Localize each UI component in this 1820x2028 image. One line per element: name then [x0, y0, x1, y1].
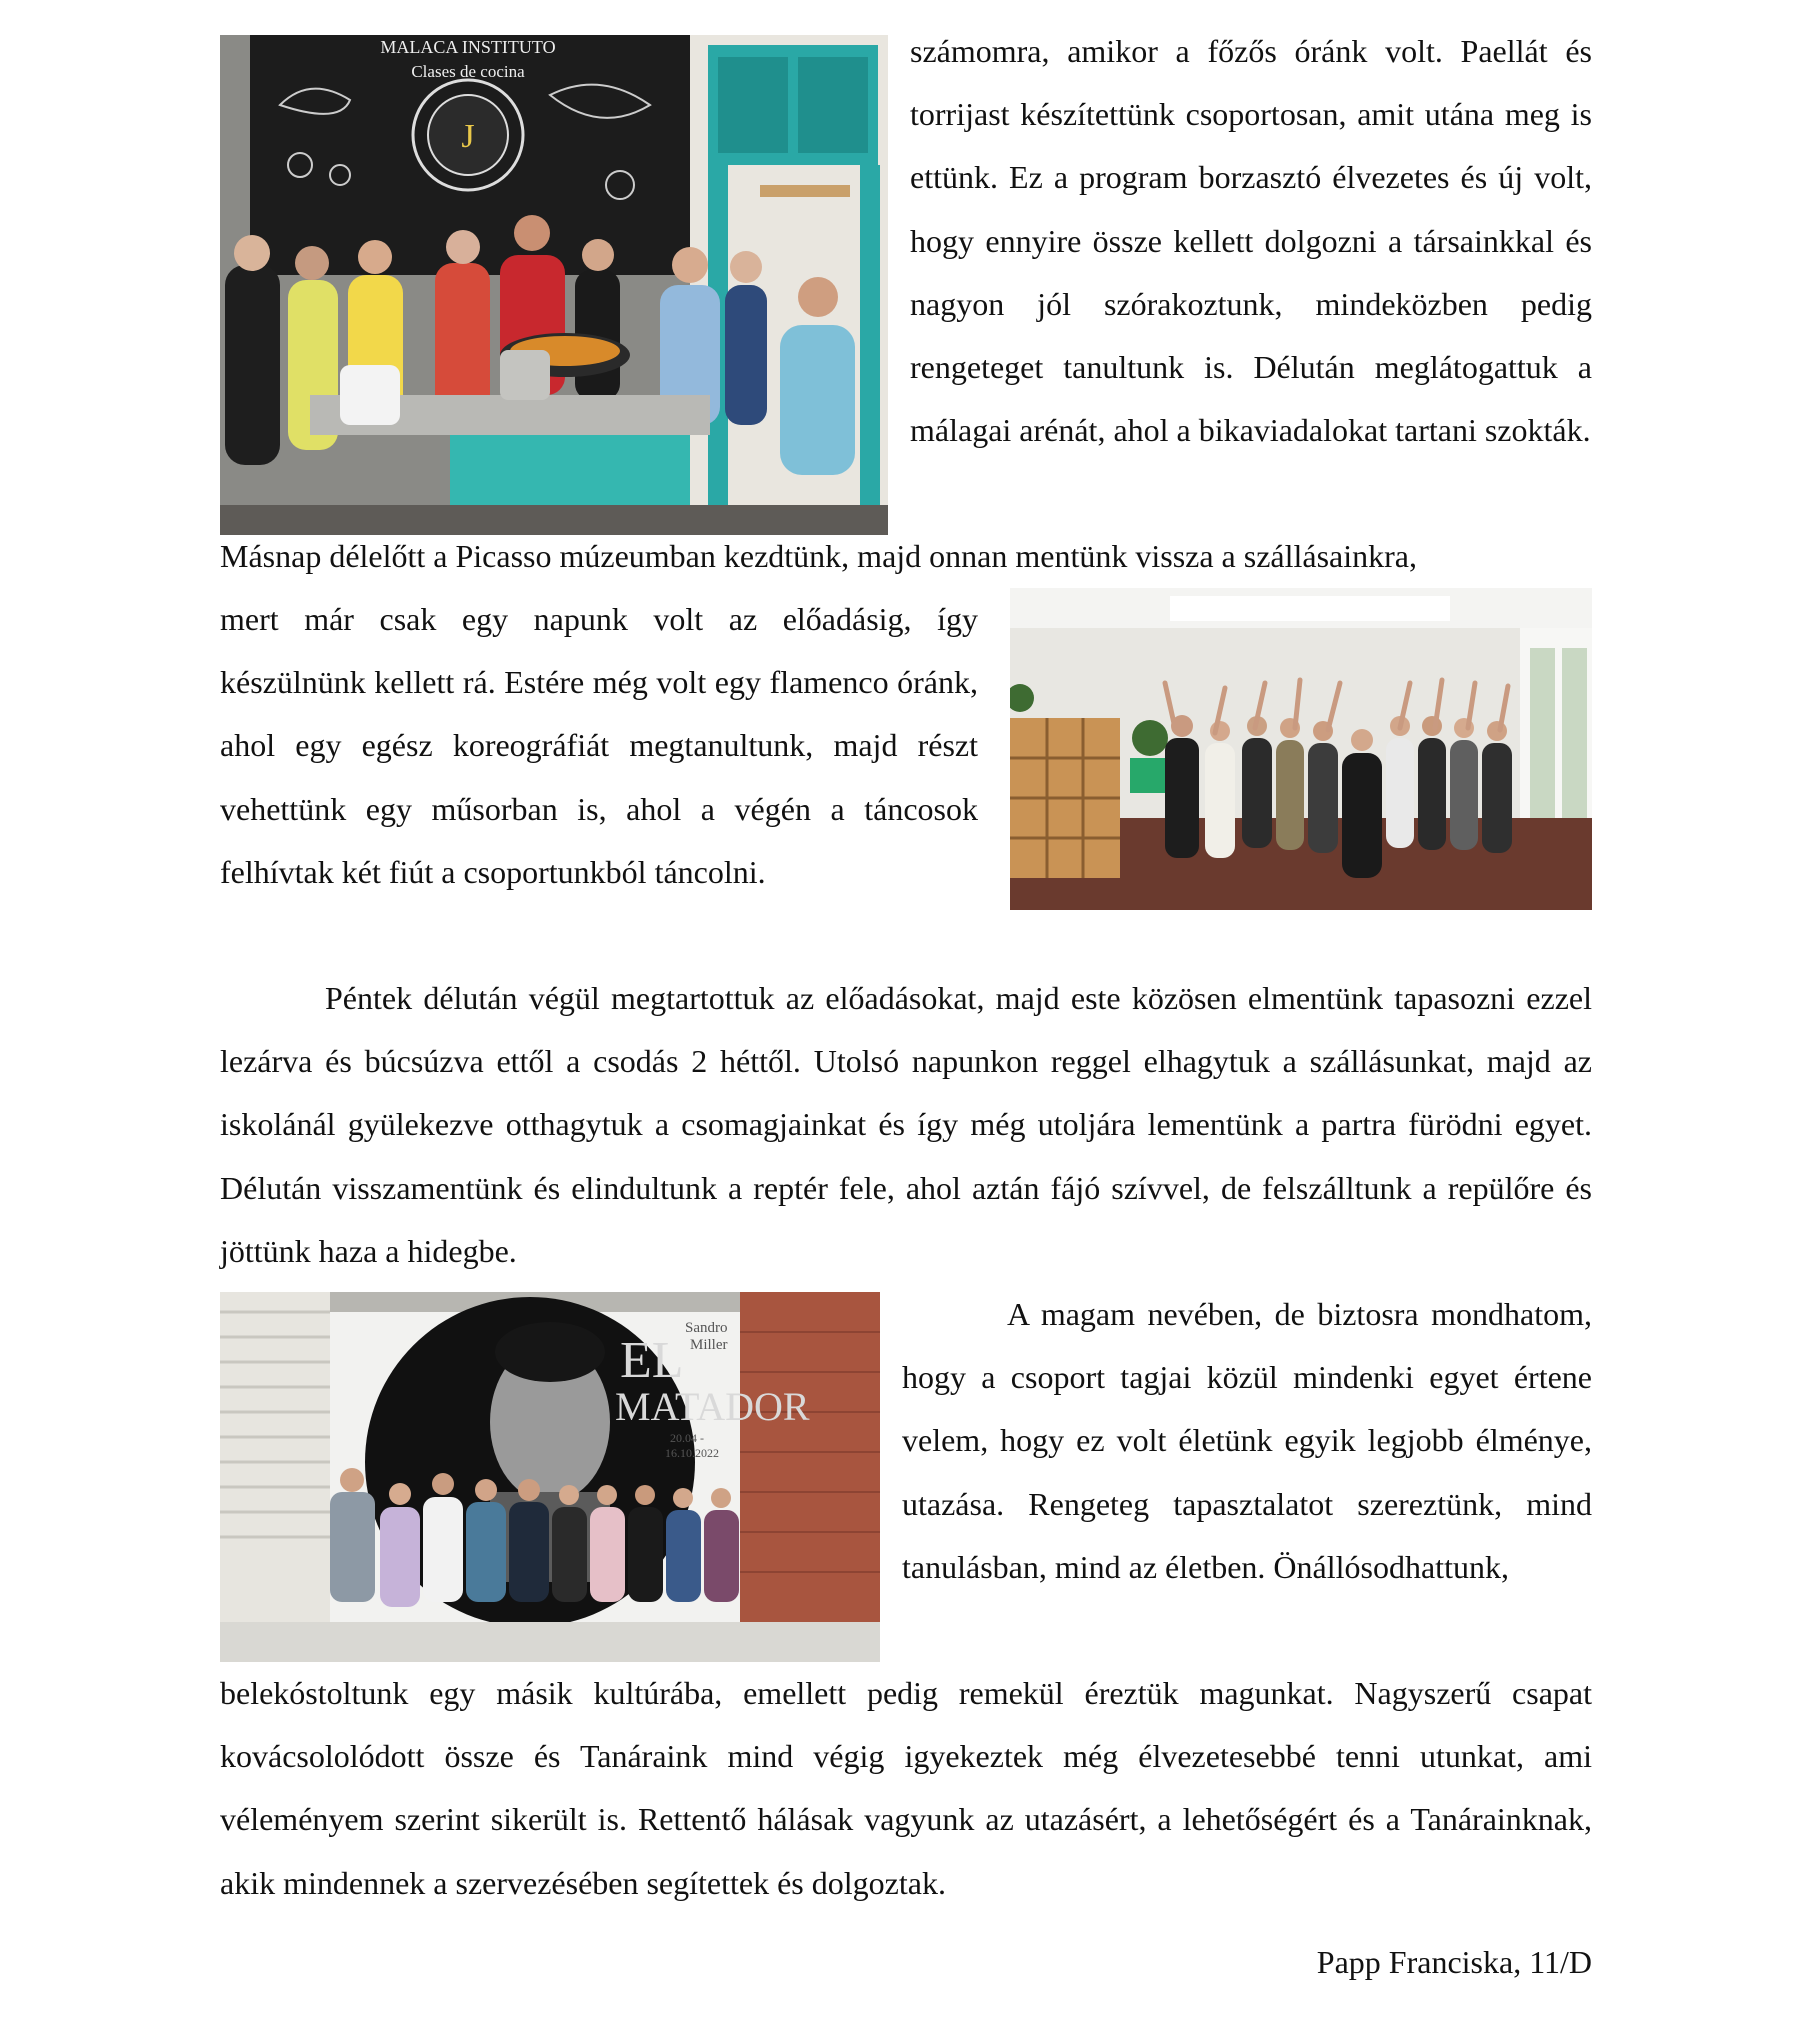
- chalk-sign-line1: MALACA INSTITUTO: [380, 37, 556, 57]
- paragraph-picasso: Másnap délelőtt a Picasso múzeumban kezdtünk, majd onnan mentünk vissza a szállásainkra,: [220, 538, 1417, 574]
- paragraph-flamenco: mert már csak egy napunk volt az előadásig, így készülnünk kellett rá. Estére még volt egy flamenco óránk, ahol egy egész koreográfiát megtanultunk, majd részt vehettünk egy műsorban is, ahol a végén a táncosok felhívtak két fiút a csoportunkból táncolni.: [220, 601, 978, 890]
- paragraph-conclusion: A magam nevében, de biztosra mondhatom, hogy a csoport tagjai közül mindenki egyet értene velem, hogy ez volt életünk egyik legjobb élménye, utazása. Rengeteg tapasztalatot szereztünk, mind tanulásban, mind az életben. Önállósodhattunk,: [902, 1296, 1592, 1585]
- flamenco-class-photo: [1010, 588, 1592, 910]
- poster-author-1: Sandro: [685, 1320, 728, 1336]
- poster-title-1: EL: [620, 1332, 684, 1389]
- poster-dates-2: 16.10.2022: [665, 1446, 719, 1460]
- matador-exhibition-photo: [220, 1292, 880, 1662]
- paragraph-gratitude: belekóstoltunk egy másik kultúrába, emellett pedig remekül éreztük magunkat. Nagyszerű csapat kovácsololódott össze és Tanáraink mind végig igyekeztek még élvezetesebbé tenni utunkat, ami véleményem szerint sikerült is. Rettentő hálásak vagyunk az utazásért, a lehetőségért és a Tanárainknak, akik mindennek a szervezésében segítettek és dolgoztak.: [220, 1675, 1592, 1901]
- author-signature: Papp Franciska, 11/D: [1316, 1944, 1592, 1980]
- chalk-sign-line2: Clases de cocina: [411, 62, 525, 81]
- poster-title-2: MATADOR: [615, 1384, 810, 1429]
- cooking-class-photo: [220, 35, 888, 535]
- poster-author-2: Miller: [690, 1337, 728, 1353]
- paragraph-friday: Péntek délután végül megtartottuk az előadásokat, majd este közösen elmentünk tapasozni ezzel lezárva és búcsúzva ettől a csodás 2 héttől. Utolsó napunkon reggel elhagytuk a szállásunkat, majd az iskolánál gyülekezve otthagytuk a csomagjainkat és így még utoljára lementünk a partra fürödni egyet. Délután visszamentünk és elindultunk a reptér fele, ahol aztán fájó szívvel, de felszálltunk a repülőre és jöttünk haza a hidegbe.: [220, 980, 1592, 1269]
- paragraph-cooking: számomra, amikor a főzős óránk volt. Paellát és torrijast készítettünk csoportosan, amit utána meg is ettünk. Ez a program borzasztó élvezetes és új volt, hogy ennyire össze kellett dolgozni a társainkkal és nagyon jól szórakoztunk, mindeközben pedig rengeteget tanultunk is. Délután meglátogattuk a málagai arénát, ahol a bikaviadalokat tartani szokták.: [910, 33, 1592, 449]
- poster-dates-1: 20.04 -: [670, 1431, 704, 1445]
- chalk-logo-letter: J: [461, 118, 475, 155]
